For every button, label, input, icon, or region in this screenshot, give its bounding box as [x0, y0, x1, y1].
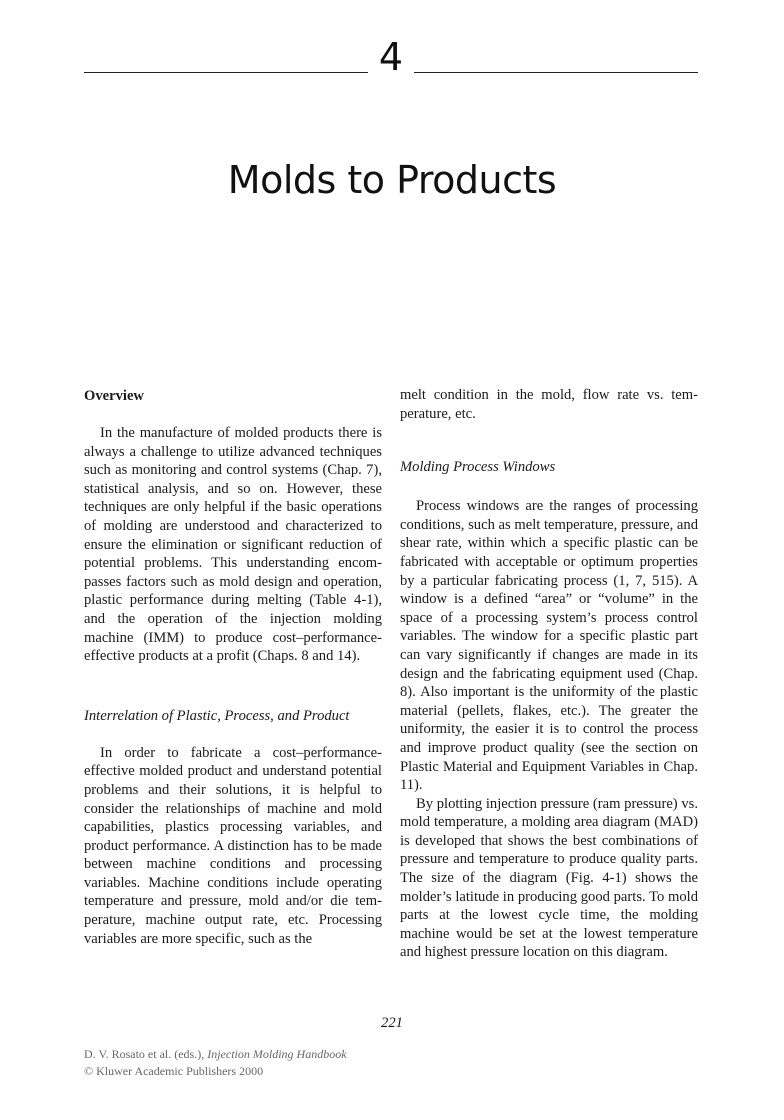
windows-heading: Molding Process Windows — [400, 459, 556, 476]
header-rule-left — [84, 72, 368, 73]
footer-citation — [84, 1046, 347, 1080]
continuation-paragraph: melt condition in the mold, flow rate vs. temperature, etc. — [400, 387, 698, 422]
footer-book-title: Injection Molding Handbook — [207, 1047, 347, 1061]
windows-paragraph-2: By plotting injection pressure (ram pressure) vs. mold temperature, a molding area diagram (MAD) is developed that shows the best combinations of pressure and temperature to produce quality parts. The size of the diagram (Fig. 4-1) shows the molder’s latitude in producing good parts. To mold parts at the lowest cycle time, the molding machine would be set at the lowest temperature and highest pressure location on this diagram. — [400, 795, 698, 961]
right-column — [400, 386, 698, 962]
interrelation-heading: Interrelation of Plastic, Process, and Product — [84, 707, 350, 724]
left-column — [84, 386, 382, 948]
footer-line-1 — [84, 1046, 347, 1063]
overview-paragraph: In the manufacture of molded products there is always a challenge to utilize advanced techniques such as monitoring and control systems (Chap. 7), statistical analysis, and so on. However, these techniques are only helpful if the basic operations of molding are understood and characterized to ensure the elimination or significant reduction of potential problems. This understanding encompasses factors such as mold design and operation, plastic performance during melting (Table 4-1), and the operation of the injection molding machine (IMM) to produce cost–performance-effective products at a profit (Chaps. 8 and 14). — [84, 425, 382, 665]
page-number: 221 — [381, 1015, 403, 1031]
footer-authors: D. V. Rosato et al. (eds.), — [84, 1047, 208, 1061]
header-rule-right — [414, 72, 698, 73]
interrelation-paragraph: In order to fabricate a cost–performance-effective molded product and understand potential problems and their solutions, it is helpful to consider the relationships of machine and mold capabilities, plastics processing variables, and product performance. A distinction has to be made between machine conditions and processing variables. Machine conditions include operating temperature and pressure, mold and/or die temperature, machine output rate, etc. Processing variables are more specific, such as the — [84, 744, 382, 947]
windows-paragraph-1: Process windows are the ranges of processing conditions, such as melt temperature, pressure, and shear rate, within which a specific plastic can be fabricated with acceptable or optimum properties by a particular fabricating process (1, 7, 515). A window is a defined “area” or “volume” in the space of a processing system’s process control variables. The window for a specific plastic part can vary significantly if changes are made in its design and the fabricating equipment used (Chap. 8). Also important is the uniformity of the plastic material (pellets, flakes, etc.). The greater the uniformity, the easier it is to control the process and improve product quality (see the section on Plastic Material and Equipment Variables in Chap. 11). — [400, 498, 698, 794]
chapter-header — [84, 34, 698, 80]
chapter-number: 4 — [378, 35, 404, 79]
footer-copyright: © Kluwer Academic Publishers 2000 — [84, 1064, 264, 1078]
chapter-title: Molds to Products — [227, 158, 557, 202]
overview-heading: Overview — [84, 388, 144, 404]
